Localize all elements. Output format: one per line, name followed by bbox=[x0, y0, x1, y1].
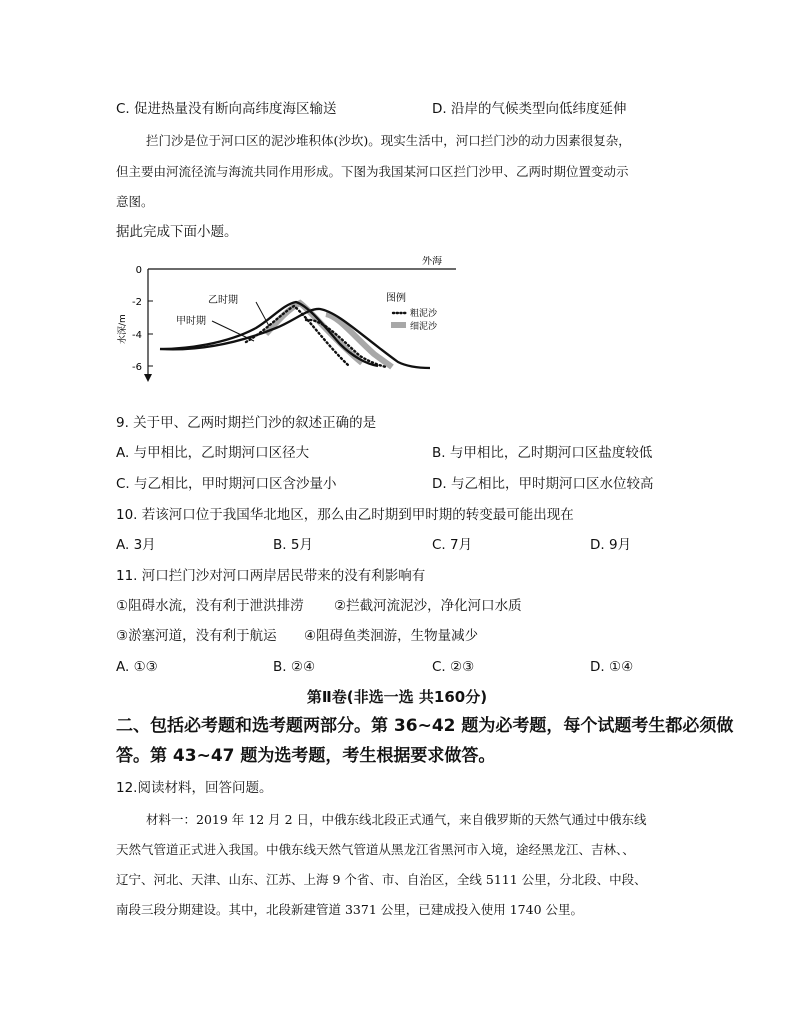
outer-sea-label: 外海 bbox=[422, 256, 442, 267]
option-8c: C. 促进热量没有断向高纬度海区输送 bbox=[116, 101, 337, 117]
q12-material-line-3: 辽宁、河北、天津、山东、江苏、上海 9 个省、市、自治区，全线 5111 公里，分北段、中段、 bbox=[116, 872, 647, 887]
q11-item-3: ③淤塞河道，没有利于航运 bbox=[116, 628, 277, 644]
q9-stem: 9. 关于甲、乙两时期拦门沙的叙述正确的是 bbox=[116, 415, 377, 431]
q12-material-line-2: 天然气管道正式进入我国。中俄东线天然气管道从黑龙江省黑河市入境，途经黑龙江、吉林、、 bbox=[116, 842, 635, 857]
legend-coarse-label: 粗泥沙 bbox=[410, 309, 438, 319]
q9-option-b: B. 与甲相比，乙时期河口区盐度较低 bbox=[432, 445, 653, 461]
intro-line-4: 据此完成下面小题。 bbox=[116, 224, 238, 240]
intro-line-2: 但主要由河流径流与海流共同作用形成。下图为我国某河口区拦门沙甲、乙两时期位置变动示 bbox=[116, 164, 629, 179]
q9-option-d: D. 与乙相比，甲时期河口区水位较高 bbox=[432, 476, 654, 492]
intro-line-1: 拦门沙是位于河口区的泥沙堆积体(沙坎)。现实生活中，河口拦门沙的动力因素很复杂， bbox=[146, 133, 631, 148]
legend-title: 图例 bbox=[386, 293, 406, 304]
part2-title: 第Ⅱ卷(非选一选 共160分) bbox=[306, 688, 488, 706]
y-tick-4: -4 bbox=[132, 330, 142, 341]
y-tick-0: 0 bbox=[135, 265, 142, 276]
q10-stem: 10. 若该河口位于我国华北地区，那么由乙时期到甲时期的转变最可能出现在 bbox=[116, 507, 574, 523]
q12-stem: 12.阅读材料，回答问题。 bbox=[116, 780, 273, 796]
q10-option-a: A. 3月 bbox=[116, 537, 156, 553]
q11-item-2: ②拦截河流泥沙，净化河口水质 bbox=[334, 598, 522, 614]
q11-item-4: ④阻碍鱼类洄游，生物量减少 bbox=[304, 628, 479, 644]
part2-heading-1: 二、包括必考题和选考题两部分。第 36~42 题为必考题，每个试题考生都必须做 bbox=[116, 716, 734, 736]
legend-fine-label: 细泥沙 bbox=[410, 322, 438, 332]
q9-option-c: C. 与乙相比，甲时期河口区含沙量小 bbox=[116, 476, 337, 492]
fine-sand-yi bbox=[266, 303, 362, 363]
option-8d: D. 沿岸的气候类型向低纬度延伸 bbox=[432, 101, 627, 117]
q11-option-c: C. ②③ bbox=[432, 659, 475, 675]
q11-option-b: B. ②④ bbox=[273, 659, 316, 675]
y-tick-2: -2 bbox=[132, 297, 142, 308]
y-tick-6: -6 bbox=[132, 362, 142, 373]
y-axis-label: 水深/m bbox=[118, 314, 128, 344]
q9-option-a: A. 与甲相比，乙时期河口区径大 bbox=[116, 445, 310, 461]
legend-fine-swatch bbox=[391, 322, 406, 328]
part2-heading-2: 答。第 43~47 题为选考题，考生根据要求做答。 bbox=[116, 746, 496, 766]
q10-option-c: C. 7月 bbox=[432, 537, 473, 553]
q11-option-d: D. ①④ bbox=[590, 659, 634, 675]
label-jia-period: 甲时期 bbox=[176, 316, 206, 327]
q10-option-b: B. 5月 bbox=[273, 537, 313, 553]
intro-line-3: 意图。 bbox=[116, 194, 154, 209]
q11-option-a: A. ①③ bbox=[116, 659, 158, 675]
q10-option-d: D. 9月 bbox=[590, 537, 632, 553]
q12-material-line-1: 材料一：2019 年 12 月 2 日，中俄东线北段正式通气，来自俄罗斯的天然气通过中俄东线 bbox=[146, 812, 647, 827]
label-yi-period: 乙时期 bbox=[208, 295, 238, 306]
q11-item-1: ①阻碍水流，没有利于泄洪排涝 bbox=[116, 598, 304, 614]
sandbar-figure bbox=[116, 256, 456, 386]
q12-material-line-4: 南段三段分期建设。其中，北段新建管道 3371 公里，已建成投入使用 1740 公里。 bbox=[116, 902, 584, 917]
q11-stem: 11. 河口拦门沙对河口两岸居民带来的没有利影响有 bbox=[116, 568, 426, 584]
